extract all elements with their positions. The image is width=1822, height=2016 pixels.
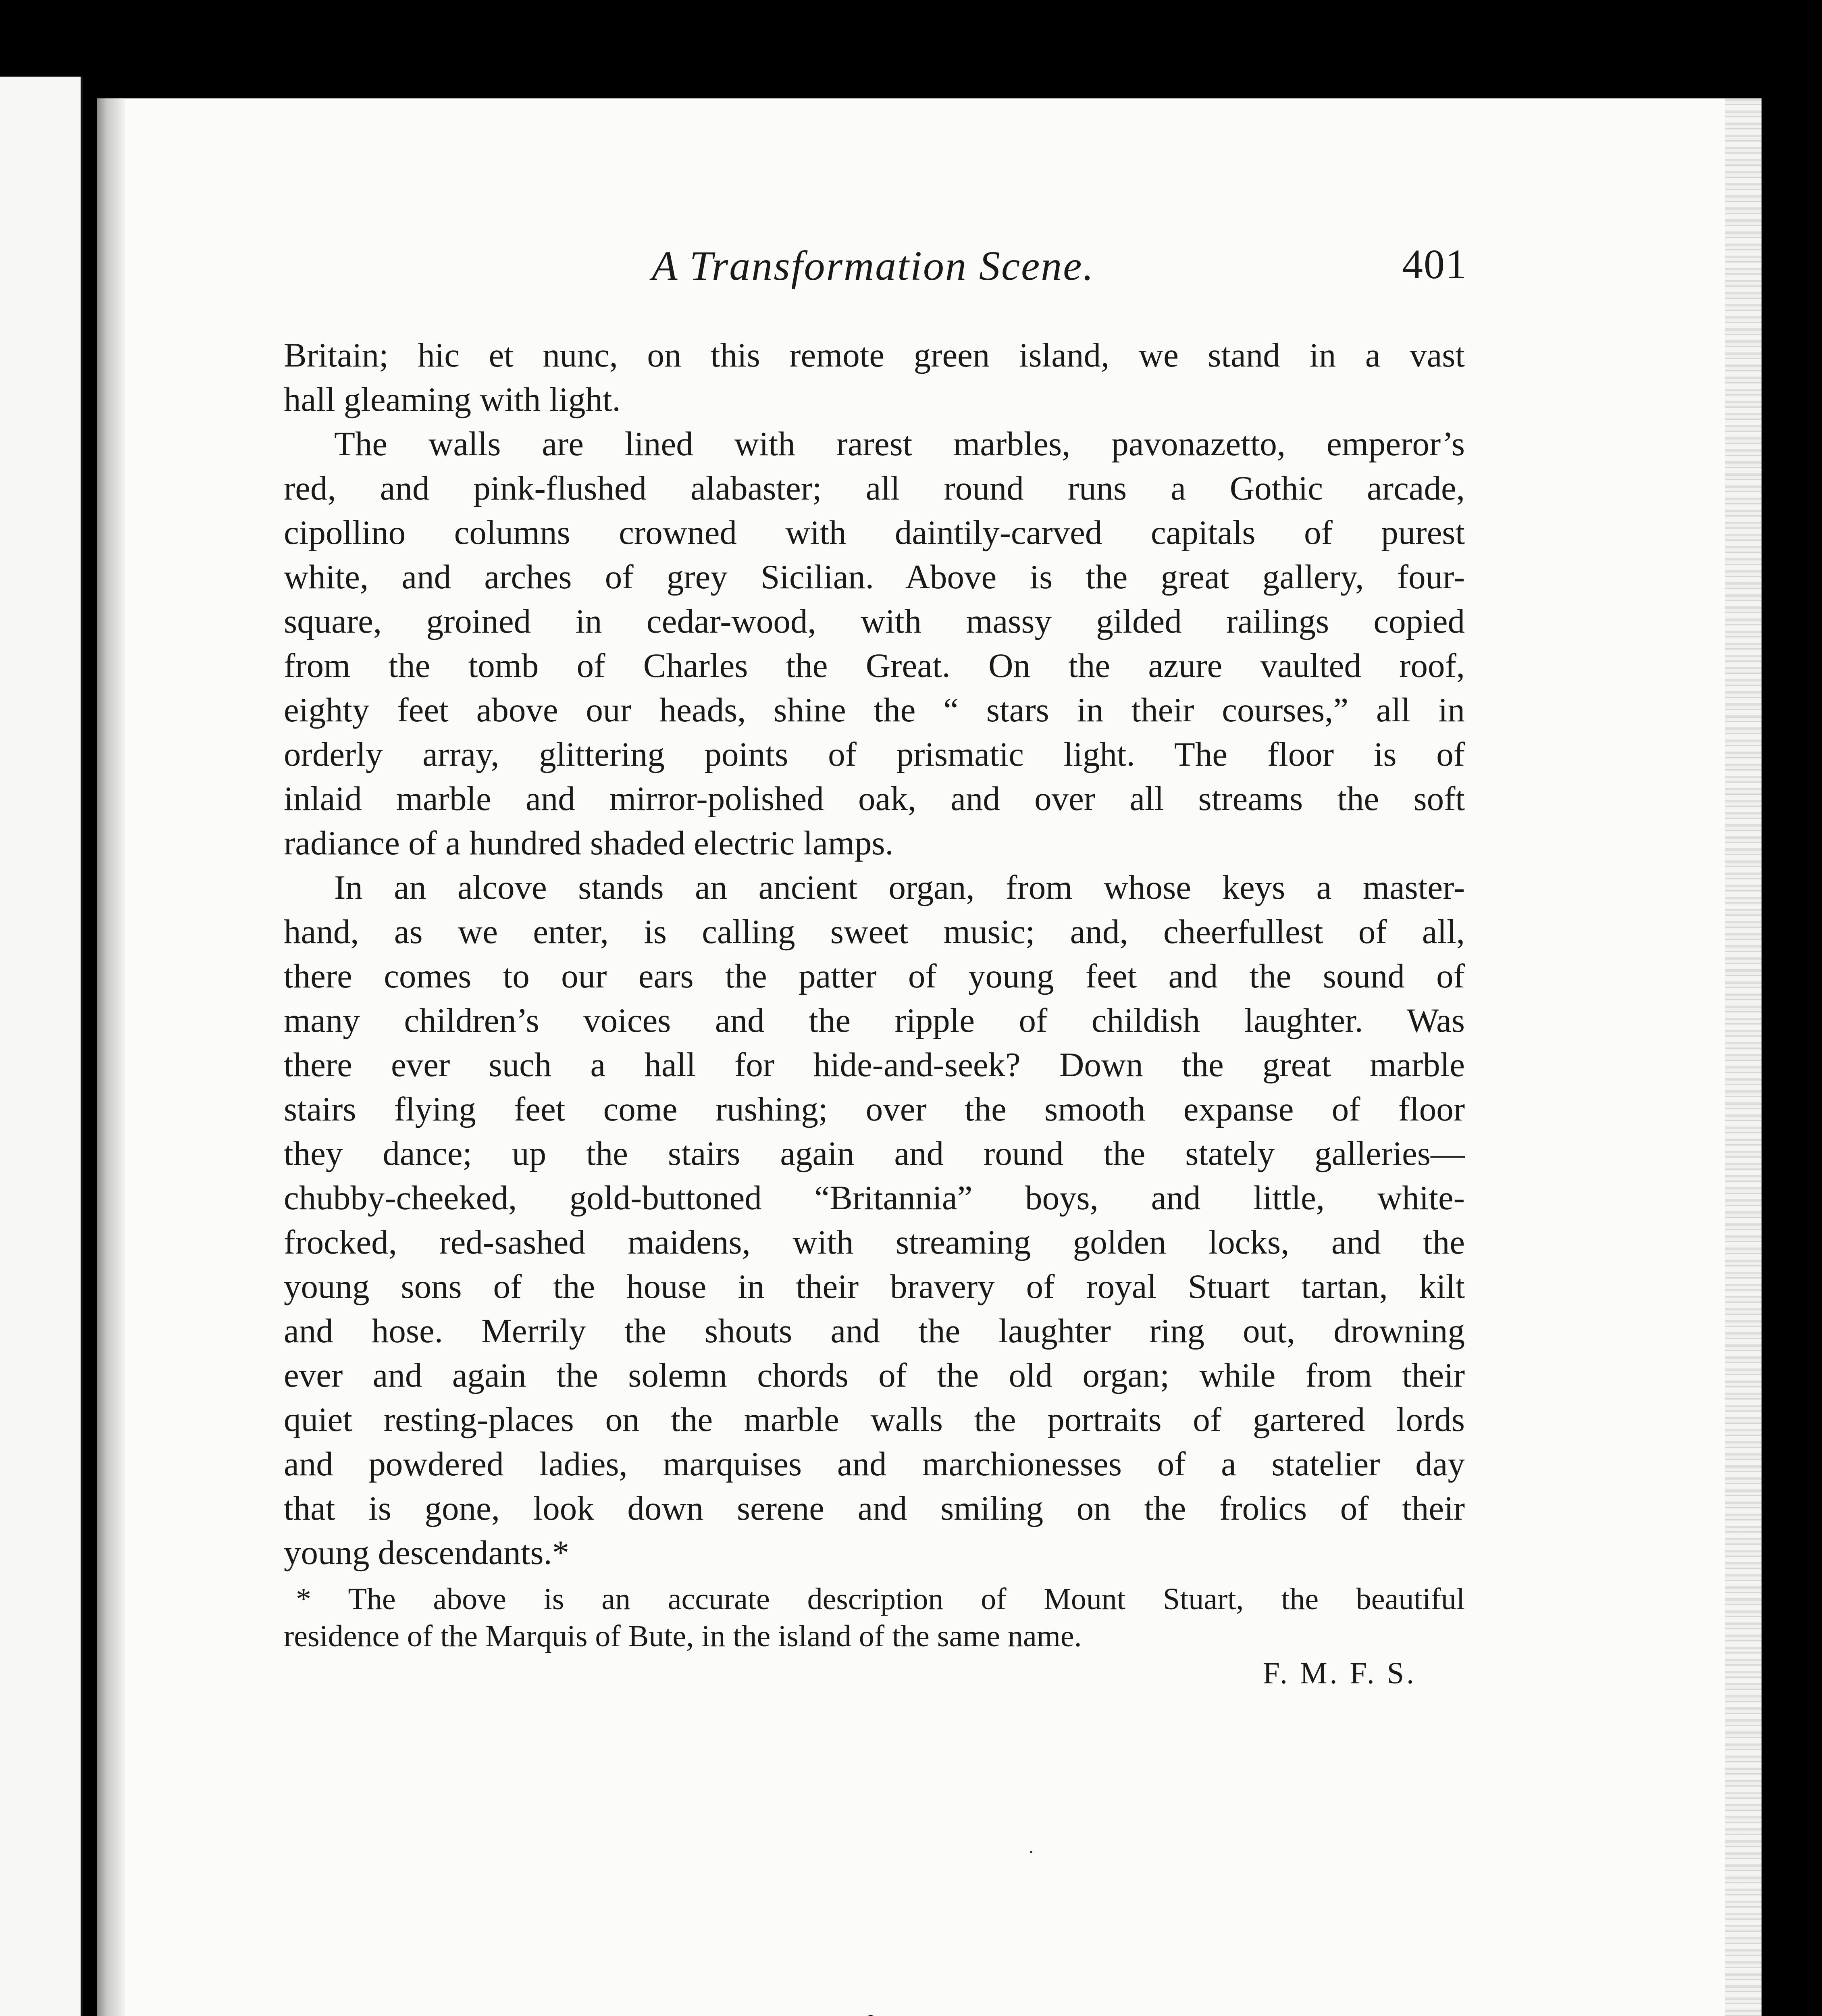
text-line: orderly array, glittering points of prismatic light. The floor is of [284,735,1465,773]
text-line: square, groined in cedar-wood, with massy gilded railings copied [284,602,1465,640]
text-line: from the tomb of Charles the Great. On the azure vaulted roof, [284,647,1465,685]
text-line: frocked, red-sashed maidens, with streaming golden locks, and the [284,1223,1465,1261]
paragraph-2 [284,422,1465,865]
text-line: The walls are lined with rarest marbles, pavonazetto, emperor’s [334,425,1465,463]
body-text [284,333,1465,1575]
text-line: there ever such a hall for hide-and-seek? Down the great marble [284,1046,1465,1084]
text-line: there comes to our ears the patter of young feet and the sound of [284,957,1465,995]
text-line: and hose. Merrily the shouts and the laughter ring out, drowning [284,1312,1465,1350]
text-line: radiance of a hundred shaded electric lamps. [284,824,894,862]
footnote-line: residence of the Marquis of Bute, in the island of the same name. [284,1619,1082,1653]
text-line: inlaid marble and mirror-polished oak, and over all streams the soft [284,780,1465,818]
text-line: hall gleaming with light. [284,381,621,419]
gutter-shadow [97,98,125,2016]
text-line: quiet resting-places on the marble walls the portraits of gartered lords [284,1401,1465,1439]
text-line: Britain; hic et nunc, on this remote green island, we stand in a vast [284,336,1465,374]
footnote-line: * The above is an accurate description of Mount Stuart, the beautiful [296,1582,1465,1616]
text-line: stairs flying feet come rushing; over the smooth expanse of floor [284,1090,1465,1128]
text-line: young descendants.* [284,1534,570,1572]
text-line: they dance; up the stairs again and round the stately galleries— [284,1135,1465,1173]
footnote [284,1581,1465,1692]
paragraph-3 [284,865,1465,1575]
paragraph-1 [284,333,1465,422]
text-line: In an alcove stands an ancient organ, from whose keys a master- [334,868,1465,906]
text-line: and powdered ladies, marquises and marchionesses of a statelier day [284,1445,1465,1483]
text-line: cipollino columns crowned with daintily-carved capitals of purest [284,514,1465,552]
previous-page-edge [0,77,83,2016]
scan-speck [1030,1851,1032,1853]
tailpiece-ornament-icon [681,2000,1060,2016]
text-line: red, and pink-flushed alabaster; all round runs a Gothic arcade, [284,469,1465,507]
running-head [282,242,1467,298]
text-line: chubby-cheeked, gold-buttoned “Britannia” boys, and little, white- [284,1179,1465,1217]
text-line: young sons of the house in their bravery of royal Stuart tartan, kilt [284,1268,1465,1306]
page-fore-edge [1725,98,1762,2016]
page-number: 401 [1402,241,1467,287]
text-line: many children’s voices and the ripple of childish laughter. Was [284,1002,1465,1039]
text-line: hand, as we enter, is calling sweet music; and, cheerfullest of all, [284,913,1465,951]
text-line: that is gone, look down serene and smiling on the frolics of their [284,1489,1465,1527]
footnote-signature: F. M. F. S. [1263,1656,1416,1690]
running-title: A Transformation Scene. [652,243,1095,289]
text-line: eighty feet above our heads, shine the “ stars in their courses,” all in [284,691,1465,729]
text-line: ever and again the solemn chords of the old organ; while from their [284,1356,1465,1394]
text-line: white, and arches of grey Sicilian. Above is the great gallery, four- [284,558,1465,596]
